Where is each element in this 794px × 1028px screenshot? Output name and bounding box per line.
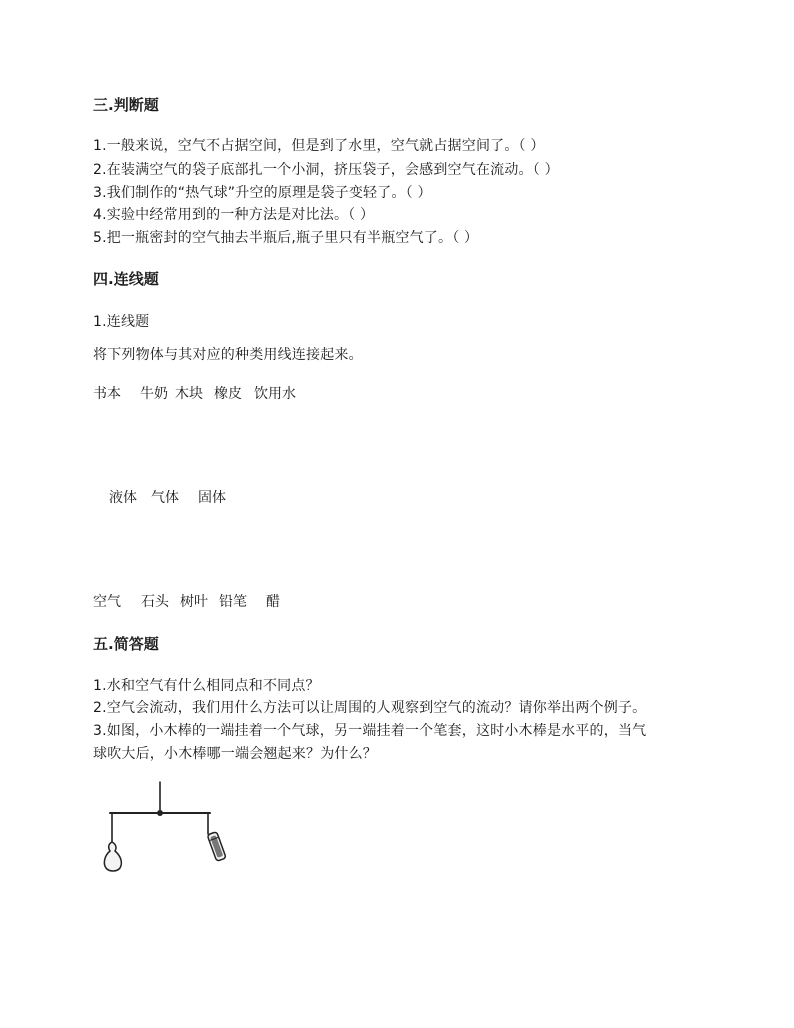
section-heading-matching: 四.连线题 <box>93 270 159 288</box>
pivot-dot <box>157 810 163 816</box>
object-item: 牛奶 <box>140 386 168 402</box>
category-item: 气体 <box>151 490 179 506</box>
category-item: 固体 <box>198 490 226 506</box>
object-item: 醋 <box>266 594 280 610</box>
judgment-item-4: 4.实验中经常用到的一种方法是对比法。（ ） <box>93 207 375 223</box>
judgment-item-2: 2.在装满空气的袋子底部扎一个小洞，挤压袋子，会感到空气在流动。（ ） <box>93 162 559 178</box>
short-answer-item-3-line-2: 球吹大后，小木棒哪一端会翘起来？为什么？ <box>93 746 377 762</box>
section-heading-judgment: 三.判断题 <box>93 96 159 114</box>
object-item: 橡皮 <box>214 386 242 402</box>
short-answer-item-1: 1.水和空气有什么相同点和不同点？ <box>93 678 320 694</box>
short-answer-item-2: 2.空气会流动，我们用什么方法可以让周围的人观察到空气的流动？请你举出两个例子。 <box>93 700 647 716</box>
category-item: 液体 <box>109 490 137 506</box>
section-heading-short-answer: 五.简答题 <box>93 635 159 653</box>
matching-instruction: 将下列物体与其对应的种类用线连接起来。 <box>93 347 363 363</box>
object-item: 石头 <box>141 594 169 610</box>
short-answer-item-3-line-1: 3.如图，小木棒的一端挂着一个气球，另一端挂着一个笔套，这时小木棒是水平的，当气 <box>93 723 647 739</box>
object-item: 书本 <box>93 386 121 402</box>
judgment-item-3: 3.我们制作的“热气球”升空的原理是袋子变轻了。（ ） <box>93 185 432 201</box>
matching-question-title: 1.连线题 <box>93 314 150 330</box>
judgment-item-1: 1.一般来说，空气不占据空间，但是到了水里，空气就占据空间了。（ ） <box>93 138 545 154</box>
balloon-icon <box>104 842 121 871</box>
object-item: 铅笔 <box>219 594 247 610</box>
object-item: 饮用水 <box>254 386 296 402</box>
pen-cap-icon <box>207 832 226 862</box>
object-item: 树叶 <box>180 594 208 610</box>
balance-illustration <box>100 782 240 882</box>
object-item: 空气 <box>93 594 121 610</box>
object-item: 木块 <box>175 386 203 402</box>
judgment-item-5: 5.把一瓶密封的空气抽去半瓶后,瓶子里只有半瓶空气了。（ ） <box>93 230 479 246</box>
